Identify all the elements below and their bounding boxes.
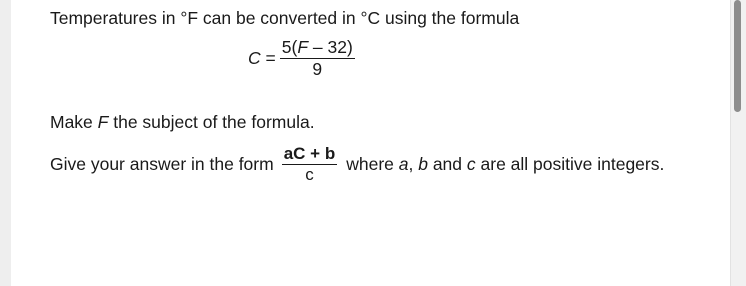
answer-suffix-text: are all positive integers. xyxy=(475,154,665,174)
formula-lhs xyxy=(248,48,276,69)
var-b: b xyxy=(418,154,428,174)
formula-lhs-var: C xyxy=(248,48,261,68)
sep1: , xyxy=(408,154,419,174)
formula-denominator: 9 xyxy=(312,59,323,79)
instruction-prefix: Make xyxy=(50,112,98,132)
answer-form-numerator: aC + b xyxy=(283,144,336,163)
numerator-prefix: 5( xyxy=(281,37,298,57)
formula-fraction xyxy=(280,38,355,79)
answer-form-text xyxy=(50,144,664,185)
formula-equals: = xyxy=(265,48,276,68)
formula-numerator xyxy=(280,38,355,59)
answer-prefix: Give your answer in the form xyxy=(50,154,274,174)
left-border xyxy=(0,0,11,286)
instruction-text xyxy=(50,112,315,133)
answer-suffix xyxy=(346,154,664,175)
and-text: and xyxy=(427,154,467,174)
question-panel xyxy=(11,0,730,286)
answer-form-denominator: c xyxy=(305,165,314,184)
answer-where: where xyxy=(346,154,399,174)
var-a: a xyxy=(398,154,409,174)
instruction-var: F xyxy=(97,112,109,132)
answer-form-fraction xyxy=(282,144,338,185)
conversion-formula xyxy=(248,38,355,79)
intro-text: Temperatures in °F can be converted in °C using the formula xyxy=(50,8,520,28)
numerator-var: F xyxy=(297,37,309,57)
vertical-scrollbar-thumb[interactable] xyxy=(734,0,741,112)
instruction-suffix: the subject of the formula. xyxy=(108,112,315,132)
var-c: c xyxy=(466,154,476,174)
numerator-suffix: – 32) xyxy=(308,37,353,57)
